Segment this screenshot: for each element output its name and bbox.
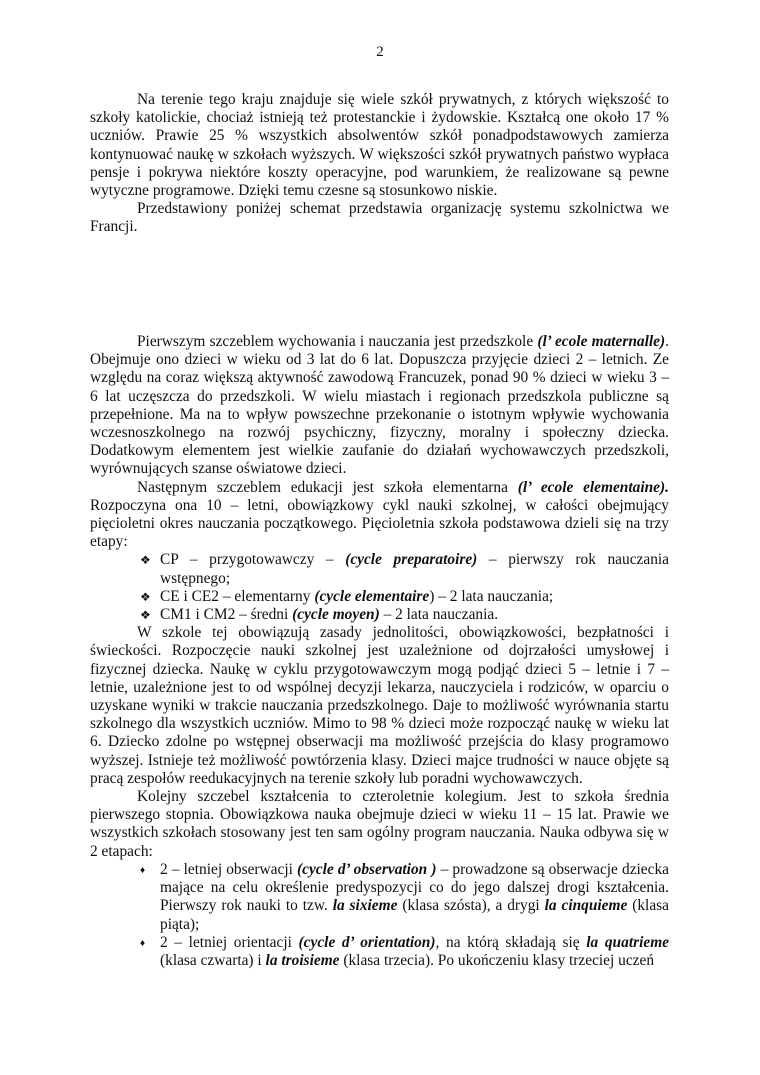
text: – prowadzone są obserwacje dziecka mające na celu określenie predyspozycji co do jego dalszej drogi kształcenia. Pierwszy rok nauki to tzw. [160,860,669,915]
text: ) – 2 lata nauczania; [429,587,554,605]
text: Pierwszym szczeblem wychowania i nauczania jest przedszkole [137,333,538,350]
paragraph-college: Kolejny szczebel kształcenia to czteroletnie kolegium. Jest to szkoła średnia pierwszego stopnia. Obowiązkowa nauka obejmuje dzieci w wieku 11 – 15 lat. Prawie we wszystkich szkołach stosowany jest ten sam ogólny program nauczania. Nauka odbywa się w 2 etapach: [90,788,669,860]
term: la cinquieme [544,897,628,915]
list-item [140,606,669,624]
list-item [140,933,669,970]
text: CM1 i CM2 – średni [160,606,293,624]
paragraph-school-principles: W szkole tej obowiązują zasady jednolitości, obowiązkowości, bezpłatności i świeckości. Rozpoczęcie nauki szkolnej jest uzależnione od dojrzałości umysłowej i fizycznej dziecka. Naukę w cyklu przygotowawczym mogą podjąć dzieci 5 – letnie i 7 – letnie, uzależnione jest to od wspólnej decyzji lekarza, nauczyciela i rodziców, w oparciu o uzyskane wyniki w trakcie nauczania przedszkolnego. Daje to możliwość wyrównania startu szkolnego dla wszystkich uczniów. Mimo to 98 % dzieci może rozpocząć naukę w wieku lat 6. Dziecko zdolne po wstępnej obserwacji ma możliwość przejścia do klasy programowo wyższej. Istnieje też możliwość powtórzenia klasy. Dzieci majce trudności w nauce objęte są pracą zespołów reedukacyjnych na terenie szkoły lub poradni wychowawczych. [90,624,669,787]
paragraph-scheme-intro: Przedstawiony poniżej schemat przedstawia organizację systemu szkolnictwa we Francji. [90,200,669,236]
list-item [140,860,669,934]
term: (cycle moyen) [292,606,380,624]
paragraph-preschool [90,333,669,479]
diamond-bullet-icon: ❖ [140,589,151,604]
paragraph-elementary [90,479,669,552]
term: (cycle d’ observation ) [297,860,437,878]
education-section [90,333,669,970]
term: (cycle preparatoire) [345,551,478,569]
list-item [140,587,669,606]
text: (klasa trzecia). Po ukończeniu klasy trzeciej uczeń [339,951,655,969]
text: Następnym szczeblem edukacji jest szkoła elementarna [137,478,518,496]
paragraph-private-schools: Na terenie tego kraju znajduje się wiele szkół prywatnych, z których większość to szkoły katolickie, chociaż istnieją też protestanckie i żydowskie. Kształcą one około 17 % uczniów. Prawie 25 % wszystkich absolwentów szkół ponadpodstawowych zamierza kontynuować naukę w szkołach wyższych. W większości szkół prywatnych państwo wypłaca pensje i pokrywa niektóre koszty operacyjne, pod warunkiem, że realizowane są pewne wytyczne programowe. Dzięki temu czesne są stosunkowo niskie. [90,91,669,200]
text: 2 – letniej orientacji [160,933,299,951]
diamond-bullet-icon: ❖ [140,553,151,568]
text: (klasa szósta), a drygi [397,897,545,915]
text: . Obejmuje ono dzieci w wieku od 3 lat do 6 lat. Dopuszcza przyjęcie dzieci 2 – letnich. Ze względu na coraz większą aktywność zawodową Francuzek, ponad 90 % dzieci w wieku 3 – 6 lat uczęszcza do przedszkoli. W wielu miastach i regionach przedszkola publiczne są przepełnione. Ma na to wpływ powszechne przekonanie o istotnym wpływie wychowania wczesnoszkolnego na rozwój psychiczny, fizyczny, moralny i społeczny dziecka. Dodatkowym elementem jest wielkie zaufanie do działań wychowawczych przedszkoli, wyrównujących szanse oświatowe dzieci. [90,333,670,478]
page-number: 2 [376,44,384,60]
term: la quatrieme [586,933,669,951]
term: (cycle elementaire [314,587,430,605]
text: (klasa piąta); [160,897,669,933]
diamond-bullet-icon: ❖ [140,608,151,623]
text: CP – przygotowawczy – [160,551,346,569]
text: , na którą składają się [435,933,587,951]
small-diamond-bullet-icon: ♦ [140,864,146,876]
small-diamond-bullet-icon: ♦ [140,937,146,949]
term: (l’ ecole elementaine). [517,478,669,496]
text: 2 – letniej obserwacji [160,860,298,878]
intro-section [90,91,669,237]
term: (cycle d’ orientation) [298,933,436,951]
term: (l’ ecole maternalle) [537,333,666,350]
term: la sixieme [332,897,398,915]
elementary-stages-list [90,551,669,624]
text: – 2 lata nauczania. [379,606,499,624]
text: – pierwszy rok nauczania wstępnego; [160,551,670,587]
text: (klasa czwarta) i [160,951,266,969]
term: la troisieme [265,951,340,969]
list-item [140,551,670,587]
college-stages-list [90,861,669,970]
text: CE i CE2 – elementarny [160,587,315,605]
text: Rozpoczyna ona 10 – letni, obowiązkowy cykl nauki szkolnej, w całości obejmujący pięcioletni okres nauczania początkowego. Pięcioletnia szkoła podstawowa dzieli się na trzy etapy: [90,496,669,551]
